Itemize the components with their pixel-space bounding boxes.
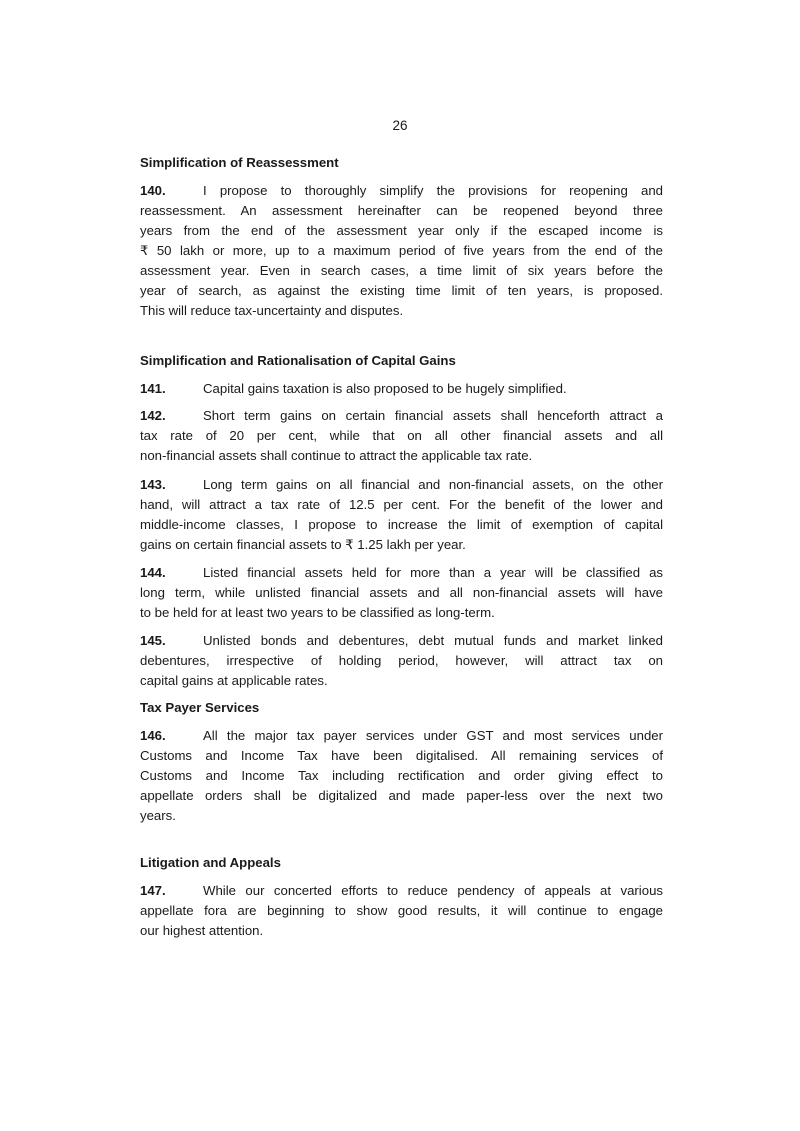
- paragraph-line: appellate orders shall be digitalized and made paper-less over the next two: [140, 788, 663, 803]
- section-heading: Tax Payer Services: [140, 700, 260, 715]
- paragraph-line: [140, 631, 663, 651]
- paragraph-line: [140, 475, 663, 495]
- paragraph-line: Customs and Income Tax have been digitalised. All remaining services of: [140, 748, 663, 763]
- paragraph-text: Listed financial assets held for more than a year will be classified as: [203, 565, 663, 580]
- page-number: 26: [392, 118, 408, 133]
- paragraph-line: year of search, as against the existing time limit of ten years, is proposed.: [140, 283, 663, 298]
- paragraph-145: [140, 631, 663, 691]
- paragraph-line: This will reduce tax-uncertainty and disputes.: [140, 303, 404, 318]
- paragraph-line: long term, while unlisted financial assets and all non-financial assets will have: [140, 585, 663, 600]
- paragraph-text: While our concerted efforts to reduce pendency of appeals at various: [203, 883, 663, 898]
- paragraph-number: 143.: [140, 477, 166, 492]
- paragraph-line: Customs and Income Tax including rectification and order giving effect to: [140, 768, 663, 783]
- paragraph-number: 140.: [140, 183, 166, 198]
- paragraph-number: 141.: [140, 381, 166, 396]
- paragraph-146: [140, 726, 663, 826]
- paragraph-text: I propose to thoroughly simplify the provisions for reopening and: [203, 183, 663, 198]
- paragraph-140: [140, 181, 663, 321]
- paragraph-line: reassessment. An assessment hereinafter can be reopened beyond three: [140, 203, 663, 218]
- paragraph-text: Long term gains on all financial and non-financial assets, on the other: [203, 477, 663, 492]
- paragraph-line: years.: [140, 808, 176, 823]
- paragraph-line: non-financial assets shall continue to attract the applicable tax rate.: [140, 448, 533, 463]
- paragraph-line: assessment year. Even in search cases, a time limit of six years before the: [140, 263, 663, 278]
- paragraph-line: to be held for at least two years to be classified as long-term.: [140, 605, 495, 620]
- paragraph-141: [140, 379, 663, 399]
- paragraph-line: [140, 881, 663, 901]
- paragraph-line: middle-income classes, I propose to increase the limit of exemption of capital: [140, 517, 663, 532]
- paragraph-line: hand, will attract a tax rate of 12.5 per cent. For the benefit of the lower and: [140, 497, 663, 512]
- paragraph-text: Unlisted bonds and debentures, debt mutual funds and market linked: [203, 633, 663, 648]
- paragraph-143: [140, 475, 663, 555]
- paragraph-line: [140, 406, 663, 426]
- paragraph-line: years from the end of the assessment year only if the escaped income is: [140, 223, 663, 238]
- paragraph-line: [140, 181, 663, 201]
- paragraph-number: 146.: [140, 728, 166, 743]
- paragraph-line: ₹ 50 lakh or more, up to a maximum period of five years from the end of the: [140, 243, 663, 258]
- paragraph-line: our highest attention.: [140, 923, 264, 938]
- paragraph-line: [140, 726, 663, 746]
- section-heading: Simplification and Rationalisation of Capital Gains: [140, 353, 456, 368]
- paragraph-line: gains on certain financial assets to ₹ 1.25 lakh per year.: [140, 537, 466, 552]
- paragraph-line: [140, 563, 663, 583]
- paragraph-text: Capital gains taxation is also proposed to be hugely simplified.: [203, 381, 567, 396]
- section-heading: Litigation and Appeals: [140, 855, 281, 870]
- paragraph-number: 142.: [140, 408, 166, 423]
- paragraph-line: tax rate of 20 per cent, while that on all other financial assets and all: [140, 428, 663, 443]
- paragraph-147: [140, 881, 663, 941]
- paragraph-number: 147.: [140, 883, 166, 898]
- paragraph-text: Short term gains on certain financial assets shall henceforth attract a: [203, 408, 663, 423]
- paragraph-number: 144.: [140, 565, 166, 580]
- paragraph-number: 145.: [140, 633, 166, 648]
- paragraph-text: All the major tax payer services under GST and most services under: [203, 728, 663, 743]
- paragraph-line: capital gains at applicable rates.: [140, 673, 328, 688]
- paragraph-144: [140, 563, 663, 623]
- section-heading: Simplification of Reassessment: [140, 155, 339, 170]
- paragraph-line: [140, 379, 663, 399]
- paragraph-line: debentures, irrespective of holding period, however, will attract tax on: [140, 653, 663, 668]
- paragraph-line: appellate fora are beginning to show good results, it will continue to engage: [140, 903, 663, 918]
- paragraph-142: [140, 406, 663, 466]
